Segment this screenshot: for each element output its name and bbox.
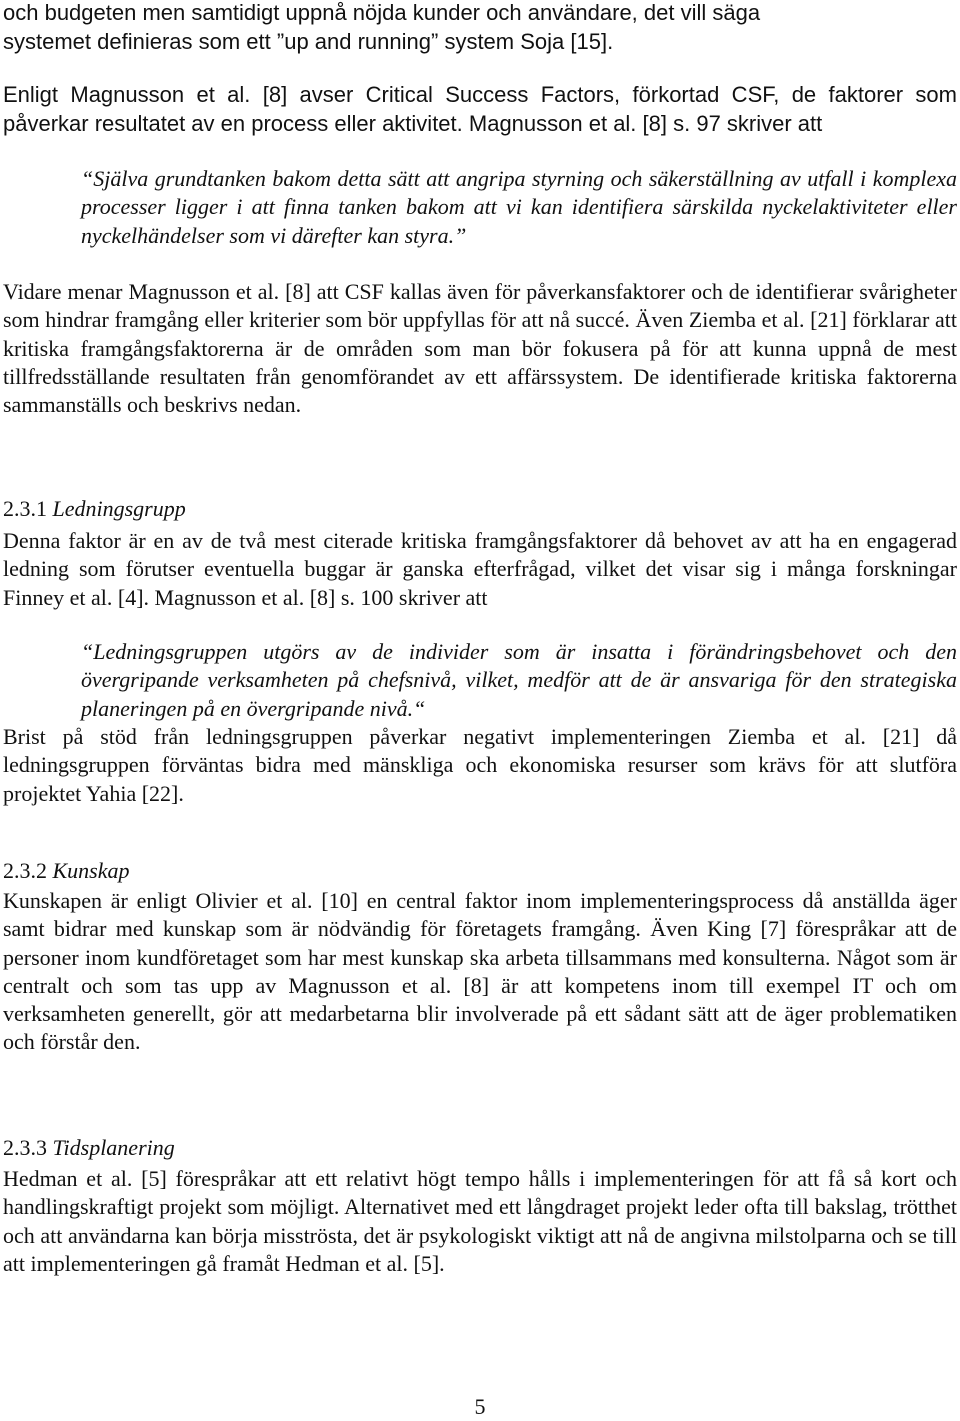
ledningsgrupp-followup-paragraph: Brist på stöd från ledningsgruppen påverkar negativt implementeringen Ziemba et al. [21] då ledningsgruppen förväntas bidra med mänskliga och ekonomiska resurser som krävs för att slutföra projektet Yahia [22]. bbox=[3, 724, 957, 806]
section-heading-tidsplanering bbox=[3, 1133, 175, 1162]
section-number: 2.3.2 bbox=[3, 858, 47, 883]
intro-paragraph bbox=[3, 0, 957, 56]
section-number: 2.3.1 bbox=[3, 496, 47, 521]
section-title: Kunskap bbox=[52, 858, 130, 883]
section-title: Ledningsgrupp bbox=[52, 496, 186, 521]
kunskap-paragraph: Kunskapen är enligt Olivier et al. [10] en central faktor inom implementeringsprocess då anställda äger samt bidrar med kunskap som är nödvändig för företagets framgång. Även King [7] förespråkar att de personer inom kundföretaget som har mest kunskap ska arbeta tillsammans med konsulterna. Något som är centralt och som tas upp av Magnusson et al. [8] är att kompetens inom till exempel IT och om verksamheten generellt, gör att medarbetarna blir involverade på ett sådant sätt att de äger problematiken och förstår den. bbox=[3, 888, 957, 1055]
section-heading-ledningsgrupp bbox=[3, 494, 186, 523]
csf-quote: “Själva grundtanken bakom detta sätt att angripa styrning och säkerställning av utfall i komplexa processer ligger i att finna tanken bakom att vi kan identifiera särskilda nyckelaktiviteter eller nyckelhändelser som vi därefter kan styra.” bbox=[81, 166, 957, 248]
section-number: 2.3.3 bbox=[3, 1135, 47, 1160]
tidsplanering-paragraph: Hedman et al. [5] förespråkar att ett relativt högt tempo hålls i implementeringen för att få så kort och handlingskraftigt projekt som möjligt. Alternativet med ett långdraget projekt leder ofta till bakslag, trötthet och att användarna kan börja misströsta, det är psykologiskt viktigt att nå de angivna milstolparna och se till att implementeringen gå framåt Hedman et al. [5]. bbox=[3, 1166, 957, 1276]
intro-line-2: systemet definieras som ett ”up and running” system Soja [15]. bbox=[3, 29, 614, 54]
section-heading-kunskap bbox=[3, 856, 130, 885]
ledningsgrupp-quote: “Ledningsgruppen utgörs av de individer som är insatta i förändringsbehovet och den övergripande verksamheten på chefsnivå, vilket, medför att de är ansvariga för den strategiska planeringen på en övergripande nivå.“ bbox=[81, 639, 957, 721]
csf-intro-paragraph: Enligt Magnusson et al. [8] avser Critical Success Factors, förkortad CSF, de faktorer som påverkar resultatet av en process eller aktivitet. Magnusson et al. [8] s. 97 skriver att bbox=[3, 82, 957, 136]
intro-line-1: och budgeten men samtidigt uppnå nöjda kunder och användare, det vill säga bbox=[3, 0, 761, 25]
section-title: Tidsplanering bbox=[52, 1135, 175, 1160]
ledningsgrupp-paragraph: Denna faktor är en av de två mest citerade kritiska framgångsfaktorer då behovet av att ha en engagerad ledning som förutser eventuella buggar är ganska efterfrågad, vilket det visar sig i många forskningar Finney et al. [4]. Magnusson et al. [8] s. 100 skriver att bbox=[3, 528, 957, 610]
page-number: 5 bbox=[474, 1394, 486, 1419]
csf-followup-paragraph: Vidare menar Magnusson et al. [8] att CSF kallas även för påverkansfaktorer och de identifierar svårigheter som hindrar framgång eller kriterier som bör uppfyllas för att nå succé. Även Ziemba et al. [21] förklarar att kritiska framgångsfaktorerna är de områden som man bör fokusera på för att kunna uppnå de mest tillfredsställande resultaten från genomförandet av ett affärssystem. De identifierade kritiska faktorerna sammanställs och beskrivs nedan. bbox=[3, 279, 957, 418]
